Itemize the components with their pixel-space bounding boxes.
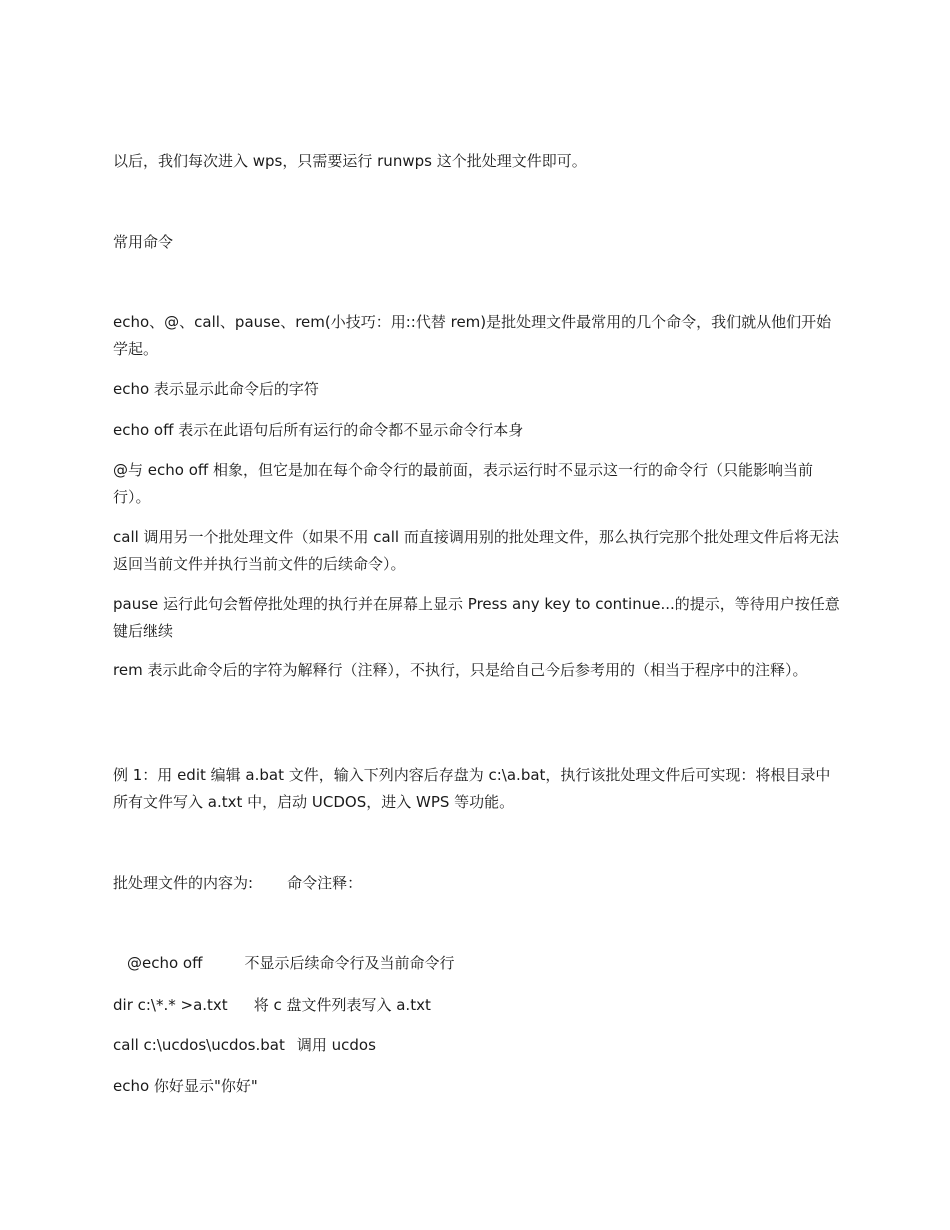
section-heading: 常用命令 bbox=[113, 233, 174, 251]
code-comment: 将 c 盘文件列表写入 a.txt bbox=[253, 996, 431, 1014]
overview-paragraph: echo、@、call、pause、rem(小技巧：用::代替 rem)是批处理文件最常用的几个命令，我们就从他们开始学起。 bbox=[113, 313, 832, 358]
code-line bbox=[113, 992, 843, 1019]
code-line bbox=[113, 950, 843, 977]
pause-paragraph: pause 运行此句会暂停批处理的执行并在屏幕上显示 Press any key to continue...的提示，等待用户按任意键后继续 bbox=[113, 595, 840, 640]
content-label: 批处理文件的内容为: bbox=[113, 874, 254, 892]
code-comment: 显示"你好" bbox=[183, 1077, 258, 1095]
code-comment: 调用 ucdos bbox=[296, 1036, 376, 1054]
code-line bbox=[113, 1073, 843, 1100]
intro-line: 以后，我们每次进入 wps，只需要运行 runwps 这个批处理文件即可。 bbox=[113, 152, 587, 170]
code-command: dir c:\*.* >a.txt bbox=[113, 996, 228, 1014]
echo-paragraph: echo 表示显示此命令后的字符 bbox=[113, 380, 319, 398]
table-header bbox=[113, 870, 843, 897]
code-comment: 不显示后续命令行及当前命令行 bbox=[244, 954, 455, 972]
call-paragraph: call 调用另一个批处理文件（如果不用 call 而直接调用别的批处理文件，那么执行完那个批处理文件后将无法返回当前文件并执行当前文件的后续命令）。 bbox=[113, 528, 839, 573]
code-command: call c:\ucdos\ucdos.bat bbox=[113, 1036, 285, 1054]
echo-off-paragraph: echo off 表示在此语句后所有运行的命令都不显示命令行本身 bbox=[113, 421, 524, 439]
rem-paragraph: rem 表示此命令后的字符为解释行（注释），不执行，只是给自己今后参考用的（相当于程序中的注释）。 bbox=[113, 661, 808, 679]
comment-label: 命令注释： bbox=[287, 874, 363, 892]
example-paragraph: 例 1：用 edit 编辑 a.bat 文件，输入下列内容后存盘为 c:\a.bat，执行该批处理文件后可实现：将根目录中所有文件写入 a.txt 中，启动 UCDOS，进入 WPS 等功能。 bbox=[113, 766, 831, 811]
code-command: @echo off bbox=[127, 954, 203, 972]
code-line bbox=[113, 1032, 843, 1059]
code-command: echo 你好 bbox=[113, 1077, 184, 1095]
at-paragraph: @与 echo off 相象，但它是加在每个命令行的最前面，表示运行时不显示这一行的命令行（只能影响当前行）。 bbox=[113, 461, 813, 506]
